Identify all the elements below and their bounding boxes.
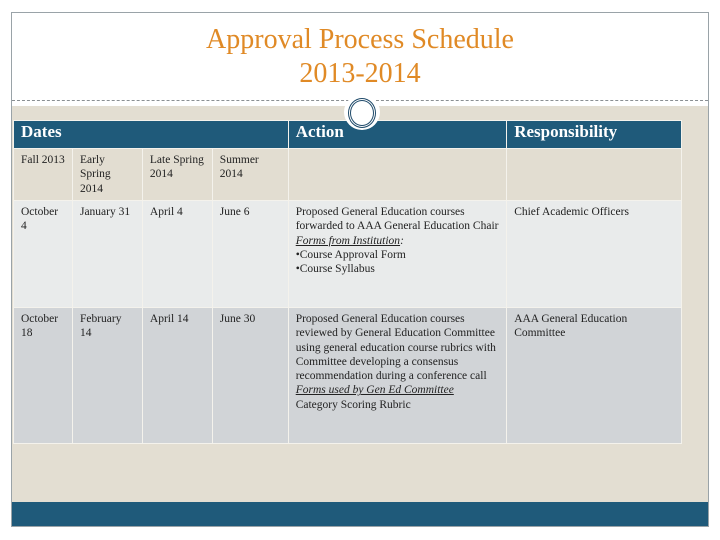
date-cell: April 4: [142, 201, 212, 308]
slide-title: [12, 23, 708, 91]
period-cell: Late Spring 2014: [142, 149, 212, 201]
forms-heading: [296, 383, 499, 397]
action-cell: [288, 201, 506, 308]
form-item: •Course Approval Form: [295, 248, 406, 261]
date-cell: October 4: [14, 201, 73, 308]
footer-bar: [12, 502, 708, 526]
date-cell: June 30: [212, 308, 288, 444]
title-line-2: 2013-2014: [299, 58, 421, 89]
date-cell: January 31: [72, 201, 142, 308]
date-cell: June 6: [212, 201, 288, 308]
forms-label: Forms from Institution: [295, 234, 401, 247]
header-responsibility: Responsibility: [507, 121, 682, 149]
form-item: •Course Syllabus: [295, 263, 375, 276]
forms-suffix: :: [400, 234, 404, 247]
table-row: [14, 201, 682, 308]
action-text: Proposed General Education courses reviewed by General Education Committee using general education course rubrics with Committee developing a consensus recommendation during a conference call: [295, 313, 496, 383]
header-row: [14, 121, 682, 149]
empty-cell: [288, 149, 506, 201]
title-line-1: Approval Process Schedule: [206, 24, 514, 55]
header-dates: Dates: [14, 121, 289, 149]
circle-ornament-icon: [344, 94, 380, 130]
date-cell: October 18: [14, 308, 73, 444]
forms-label: Forms used by Gen Ed Committee: [295, 384, 454, 397]
schedule-table: [13, 120, 682, 444]
table-row: [14, 308, 682, 444]
responsibility-cell: Chief Academic Officers: [507, 201, 682, 308]
header-action: Action: [288, 121, 506, 149]
empty-cell: [507, 149, 682, 201]
period-cell: Summer 2014: [212, 149, 288, 201]
form-item: Category Scoring Rubric: [295, 398, 411, 411]
date-cell: February 14: [72, 308, 142, 444]
forms-heading: [296, 234, 499, 248]
action-text: Proposed General Education courses forwarded to AAA General Education Chair: [295, 206, 499, 233]
table-row: [14, 149, 682, 201]
action-cell: [288, 308, 506, 444]
period-cell: Fall 2013: [14, 149, 73, 201]
date-cell: April 14: [142, 308, 212, 444]
period-cell: Early Spring 2014: [72, 149, 142, 201]
responsibility-cell: AAA General Education Committee: [507, 308, 682, 444]
